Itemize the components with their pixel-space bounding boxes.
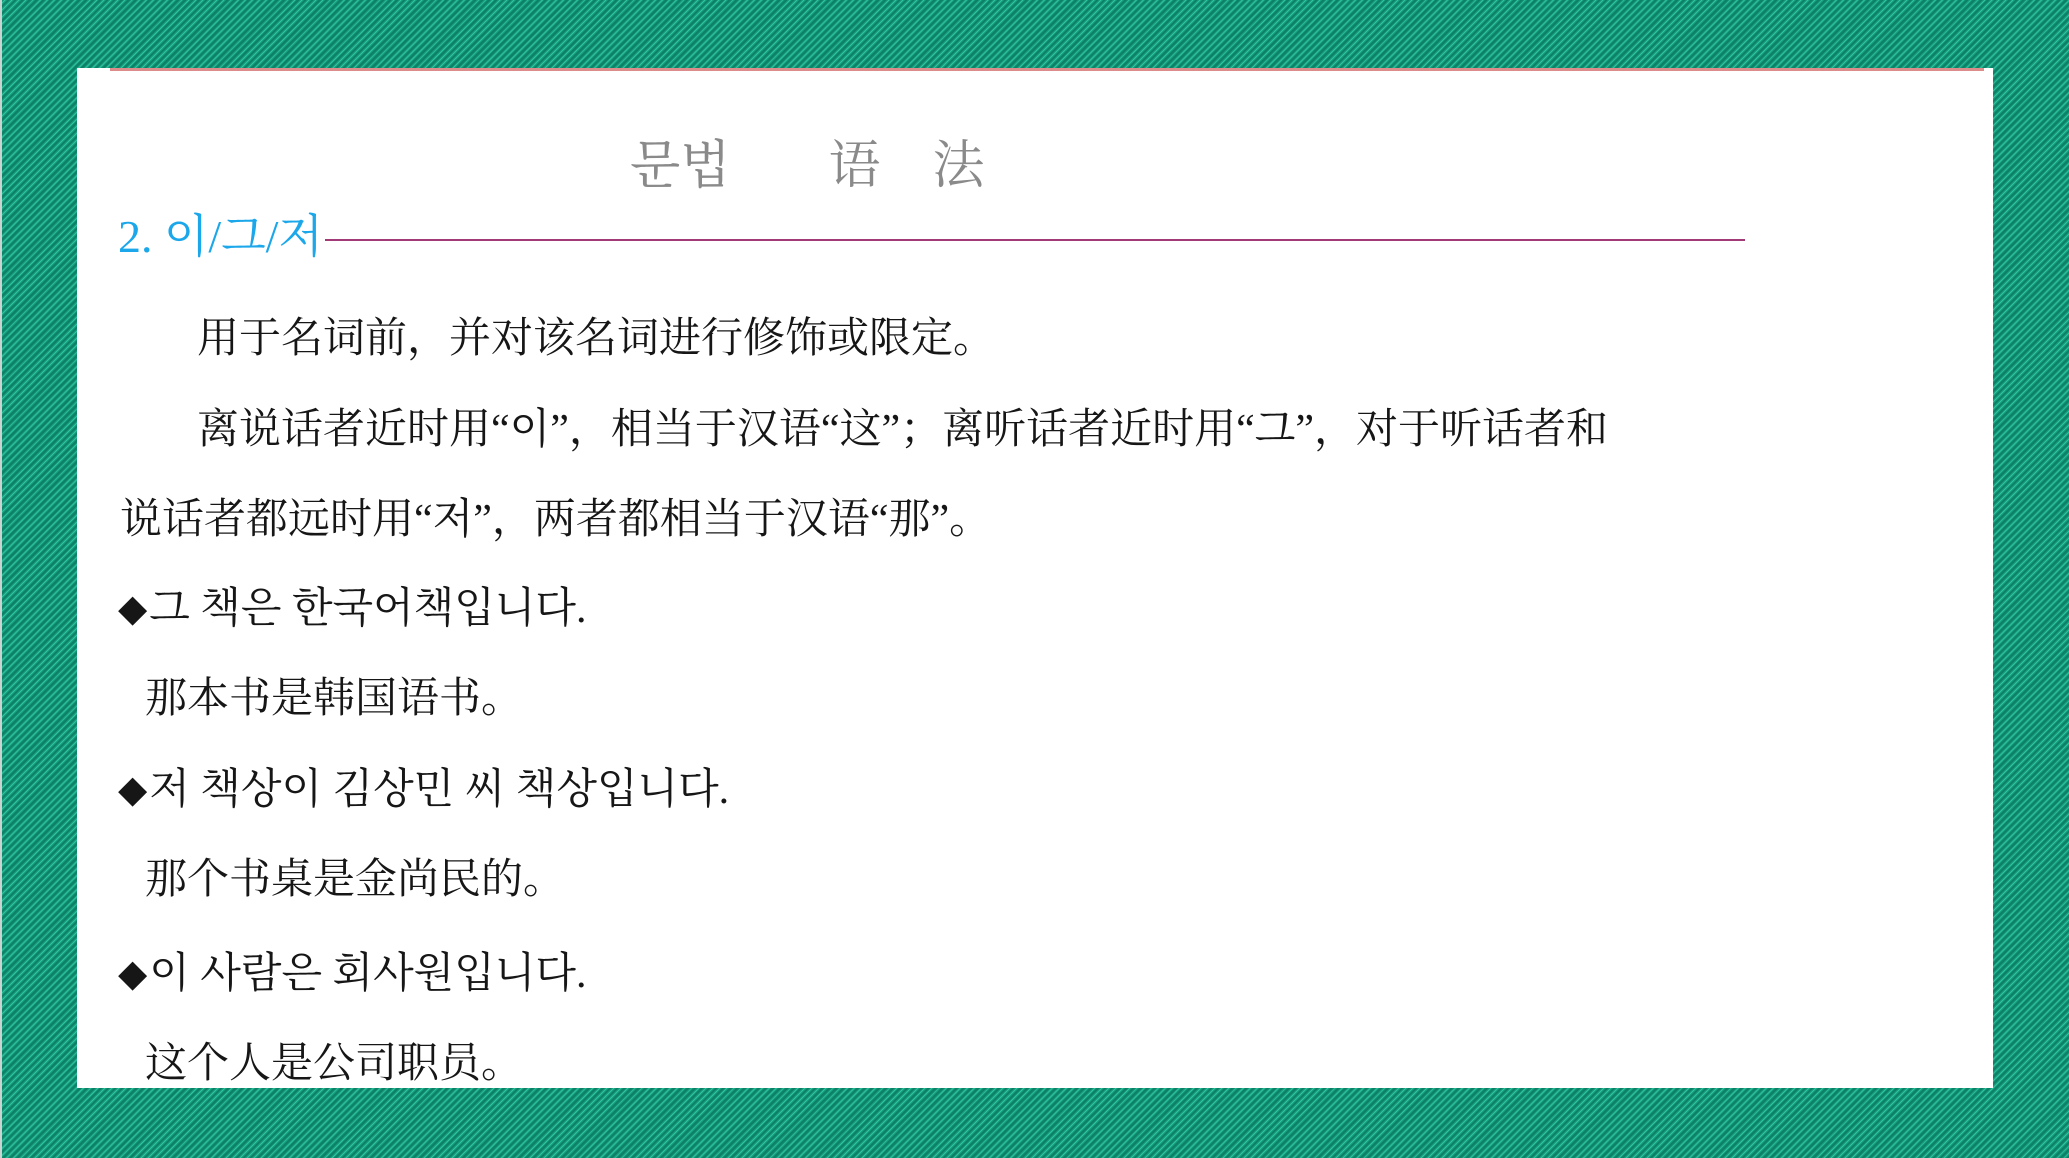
example-korean-1-text: 그 책은 한국어책입니다. [149,586,587,632]
example-korean-3 [118,952,586,996]
example-korean-3-text: 이 사람은 회사원입니다. [149,951,587,997]
page-title-chinese: 语 法 [828,137,985,195]
example-korean-1 [118,587,586,631]
diamond-bullet-icon: ◆ [118,769,148,811]
section-heading: 2. 이/그/저 [118,211,323,262]
body-paragraph-2-line-1: 离说话者近时用“이”，相当于汉语“这”；离听话者近时用“그”，对于听话者和 [197,407,1608,453]
section-heading-row [118,211,1745,262]
slide-content-area [77,68,1993,1088]
diamond-bullet-icon: ◆ [118,588,148,630]
example-korean-2 [118,768,729,812]
body-paragraph-1: 用于名词前，并对该名词进行修饰或限定。 [197,316,996,362]
page-title [630,137,985,195]
example-chinese-2: 那个书桌是金尚民的。 [145,857,566,903]
section-divider-line [325,239,1745,241]
example-chinese-3: 这个人是公司职员。 [145,1041,524,1087]
diamond-bullet-icon: ◆ [118,953,148,995]
top-accent-line [110,68,1984,71]
body-paragraph-2-line-2: 说话者都远时用“저”，两者都相当于汉语“那”。 [120,497,992,543]
screen-left-edge [0,0,2,1158]
example-chinese-1: 那本书是韩国语书。 [145,676,524,722]
page-title-korean: 문법 [630,137,731,195]
example-korean-2-text: 저 책상이 김상민 씨 책상입니다. [149,767,730,813]
